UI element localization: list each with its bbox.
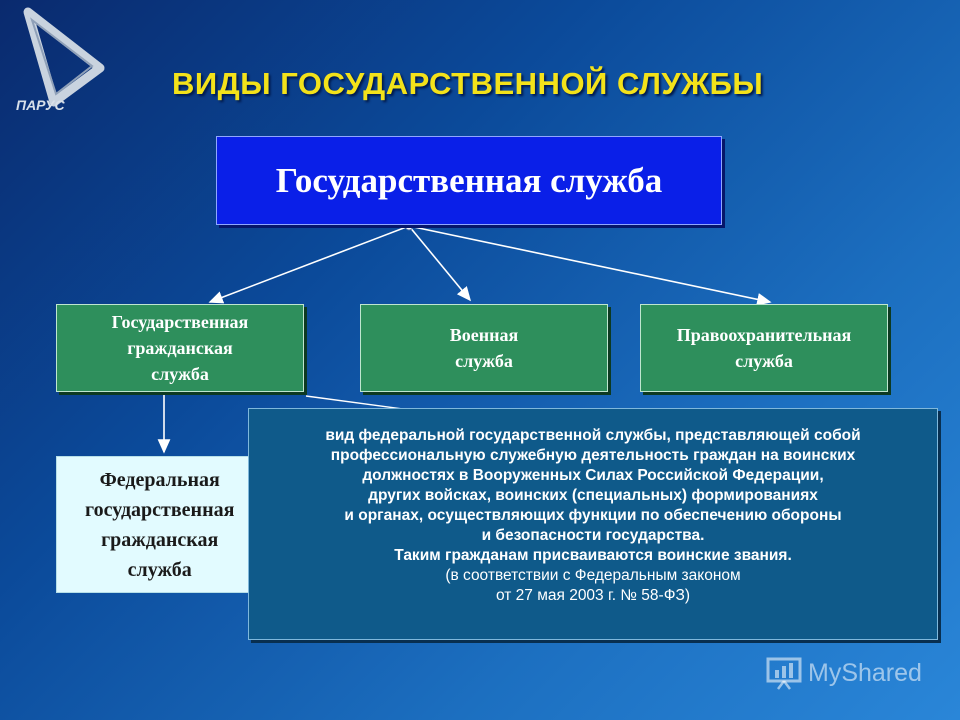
popup-line: от 27 мая 2003 г. № 58-ФЗ) bbox=[495, 587, 690, 604]
popup-line: (в соответствии с Федеральным законом bbox=[445, 567, 741, 584]
myshared-watermark bbox=[766, 652, 946, 694]
category-box-military-service[interactable] bbox=[360, 304, 608, 392]
category-label-line: служба bbox=[151, 364, 209, 384]
category-label-line: Государственная bbox=[111, 312, 249, 332]
popup-line: Таким гражданам присваиваются воинские звания. bbox=[394, 547, 792, 564]
popup-line: вид федеральной государственной службы, представляющей собой bbox=[325, 427, 861, 444]
popup-line: и органах, осуществляющих функции по обеспечению обороны bbox=[344, 507, 842, 524]
category-label-line: Военная bbox=[449, 325, 519, 345]
watermark-text: MyShared bbox=[808, 658, 922, 687]
military-service-definition-popup bbox=[248, 408, 938, 640]
sub-box-line: Федеральная bbox=[99, 468, 220, 491]
sub-box-federal-civil-service[interactable] bbox=[56, 456, 256, 593]
presentation-icon bbox=[766, 656, 802, 690]
category-box-civil-service[interactable] bbox=[56, 304, 304, 392]
sub-box-line: служба bbox=[127, 558, 192, 581]
sub-box-line: гражданская bbox=[101, 528, 219, 551]
popup-line: и безопасности государства. bbox=[481, 527, 705, 544]
popup-line: профессиональную служебную деятельность граждан на воинских bbox=[330, 447, 856, 464]
category-label-line: Правоохранительная bbox=[676, 325, 852, 345]
category-label-line: служба bbox=[455, 351, 513, 371]
category-label-line: гражданская bbox=[127, 338, 233, 358]
logo-text: ПАРУС bbox=[16, 97, 65, 113]
popup-line: других войсках, воинских (специальных) формированиях bbox=[368, 487, 818, 504]
category-label-line: служба bbox=[735, 351, 793, 371]
category-box-law-enforcement-service[interactable] bbox=[640, 304, 888, 392]
page-title: ВИДЫ ГОСУДАРСТВЕННОЙ СЛУЖБЫ bbox=[172, 66, 764, 101]
root-box-state-service[interactable]: Государственная служба bbox=[216, 136, 722, 225]
sub-box-line: государственная bbox=[85, 498, 235, 521]
popup-line: должностях в Вооруженных Силах Российской Федерации, bbox=[362, 467, 824, 484]
